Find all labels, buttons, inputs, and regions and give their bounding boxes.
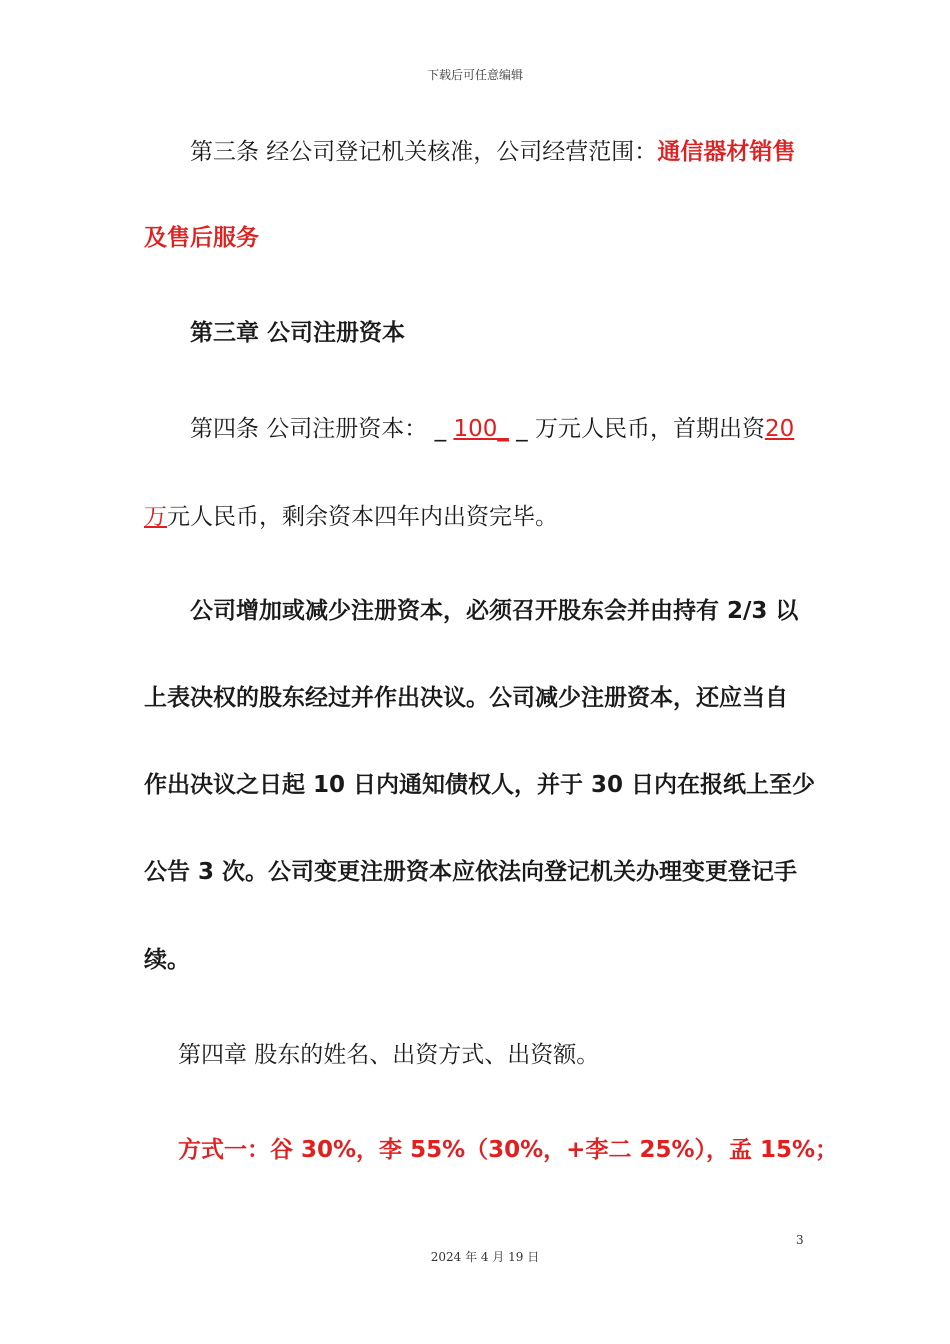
business-scope-part-1: 通信器材销售 — [657, 139, 796, 165]
page-footer-date: 2024 年 4 月 19 日 — [430, 1250, 540, 1264]
capital-change-line-5: 续。 — [144, 947, 190, 973]
article-3-line-1 — [190, 137, 795, 167]
article-3-text: 第三条 经公司登记机关核准，公司经营范围： — [190, 139, 658, 165]
article-4-line-1 — [190, 414, 794, 444]
registered-capital-value: 100_ — [453, 416, 509, 442]
capital-change-line-4: 公告 3 次。公司变更注册资本应依法向登记机关办理变更登记手 — [144, 859, 798, 885]
chapter-3-title: 第三章 公司注册资本 — [190, 320, 406, 346]
first-contribution-part-1: 20 — [764, 416, 795, 442]
blank-underscore-before: _ — [434, 416, 447, 442]
article-4-rest: 元人民币，剩余资本四年内出资完毕。 — [167, 504, 558, 530]
first-contribution-part-2: 万 — [144, 504, 167, 530]
method-1-line: 方式一：谷 30%，李 55%（30%，+李二 25%），孟 15%； — [178, 1137, 839, 1163]
capital-change-line-2: 上表决权的股东经过并作出决议。公司减少注册资本，还应当自 — [144, 685, 788, 711]
business-scope-part-2: 及售后服务 — [144, 225, 259, 251]
article-4-unit-text: 万元人民币，首期出资 — [534, 416, 765, 442]
page-number: 3 — [796, 1233, 804, 1247]
blank-underscore-after: _ — [516, 416, 528, 442]
article-4-line-2 — [144, 502, 558, 532]
capital-change-line-3: 作出决议之日起 10 日内通知债权人，并于 30 日内在报纸上至少 — [144, 772, 816, 798]
capital-change-line-1: 公司增加或减少注册资本，必须召开股东会并由持有 2/3 以 — [190, 598, 799, 624]
page-header: 下载后可任意编辑 — [426, 68, 523, 82]
chapter-4-title: 第四章 股东的姓名、出资方式、出资额。 — [178, 1042, 600, 1068]
article-4-prefix: 第四条 公司注册资本： — [190, 416, 428, 442]
